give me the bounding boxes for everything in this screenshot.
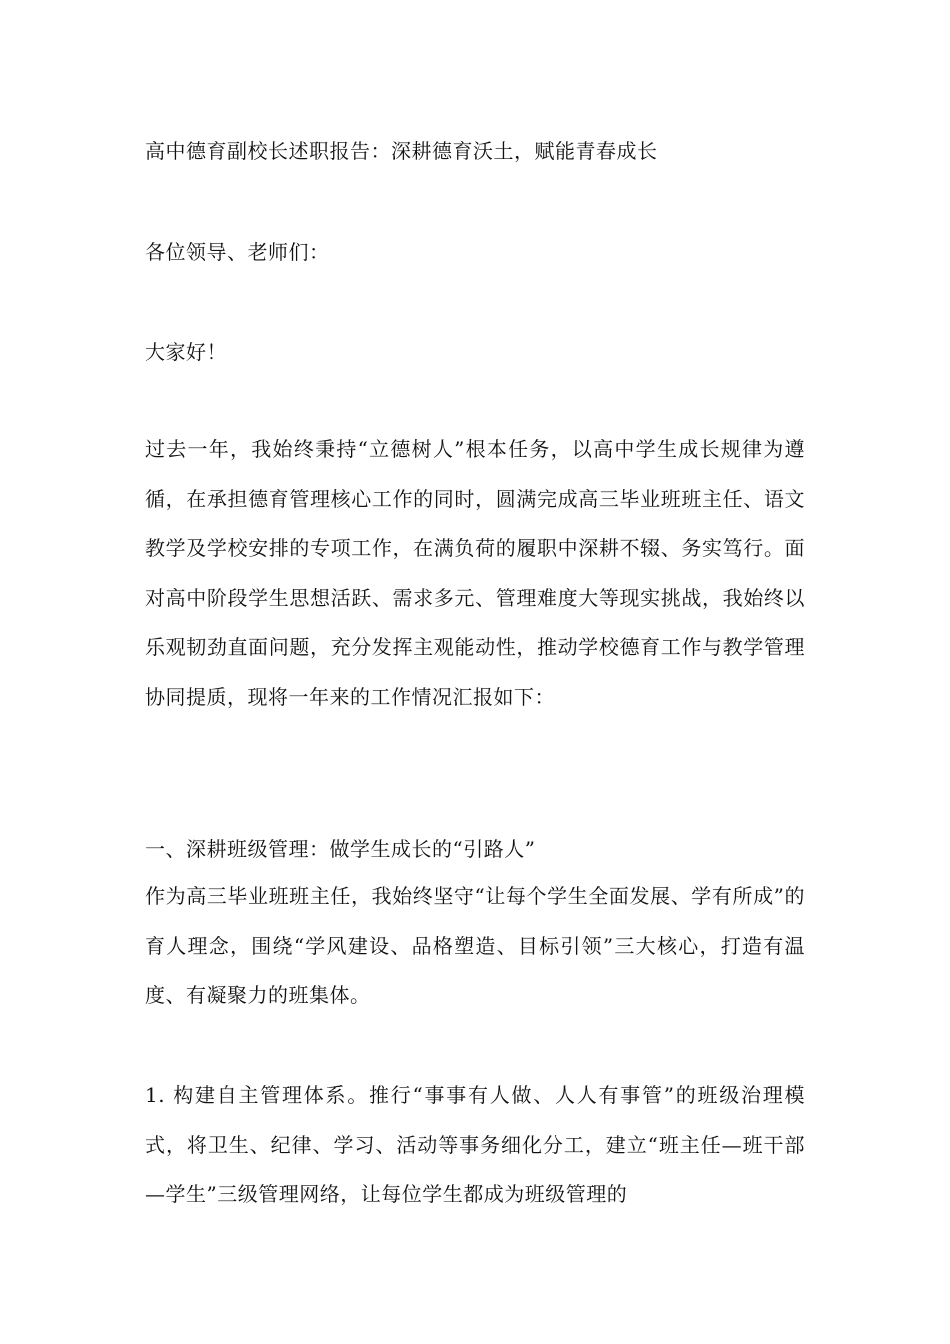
section-paragraph: 作为高三毕业班班主任，我始终坚守“让每个学生全面发展、学有所成”的育人理念，围绕“学风建设、品格塑造、目标引领”三大核心，打造有温度、有凝聚力的班集体。 — [145, 884, 805, 1007]
list-item-1: 1. 构建自主管理体系。推行“事事有人做、人人有事管”的班级治理模式，将卫生、纪律、学习、活动等事务细化分工，建立“班主任—班干部—学生”三级管理网络，让每位学生都成为班级管理的 — [145, 1083, 805, 1206]
section-heading: 一、深耕班级管理：做学生成长的“引路人” — [145, 837, 536, 861]
intro-paragraph: 过去一年，我始终秉持“立德树人”根本任务，以高中学生成长规律为遵循，在承担德育管理核心工作的同时，圆满完成高三毕业班班主任、语文教学及学校安排的专项工作，在满负荷的履职中深耕不辍、务实笃行。面对高中阶段学生思想活跃、需求多元、管理难度大等现实挑战，我始终以乐观韧劲直面问题，充分发挥主观能动性，推动学校德育工作与教学管理协同提质，现将一年来的工作情况汇报如下： — [145, 437, 805, 709]
document-title: 高中德育副校长述职报告：深耕德育沃土，赋能青春成长 — [145, 139, 658, 163]
salutation: 各位领导、老师们： — [145, 240, 330, 264]
greeting: 大家好！ — [145, 340, 227, 364]
